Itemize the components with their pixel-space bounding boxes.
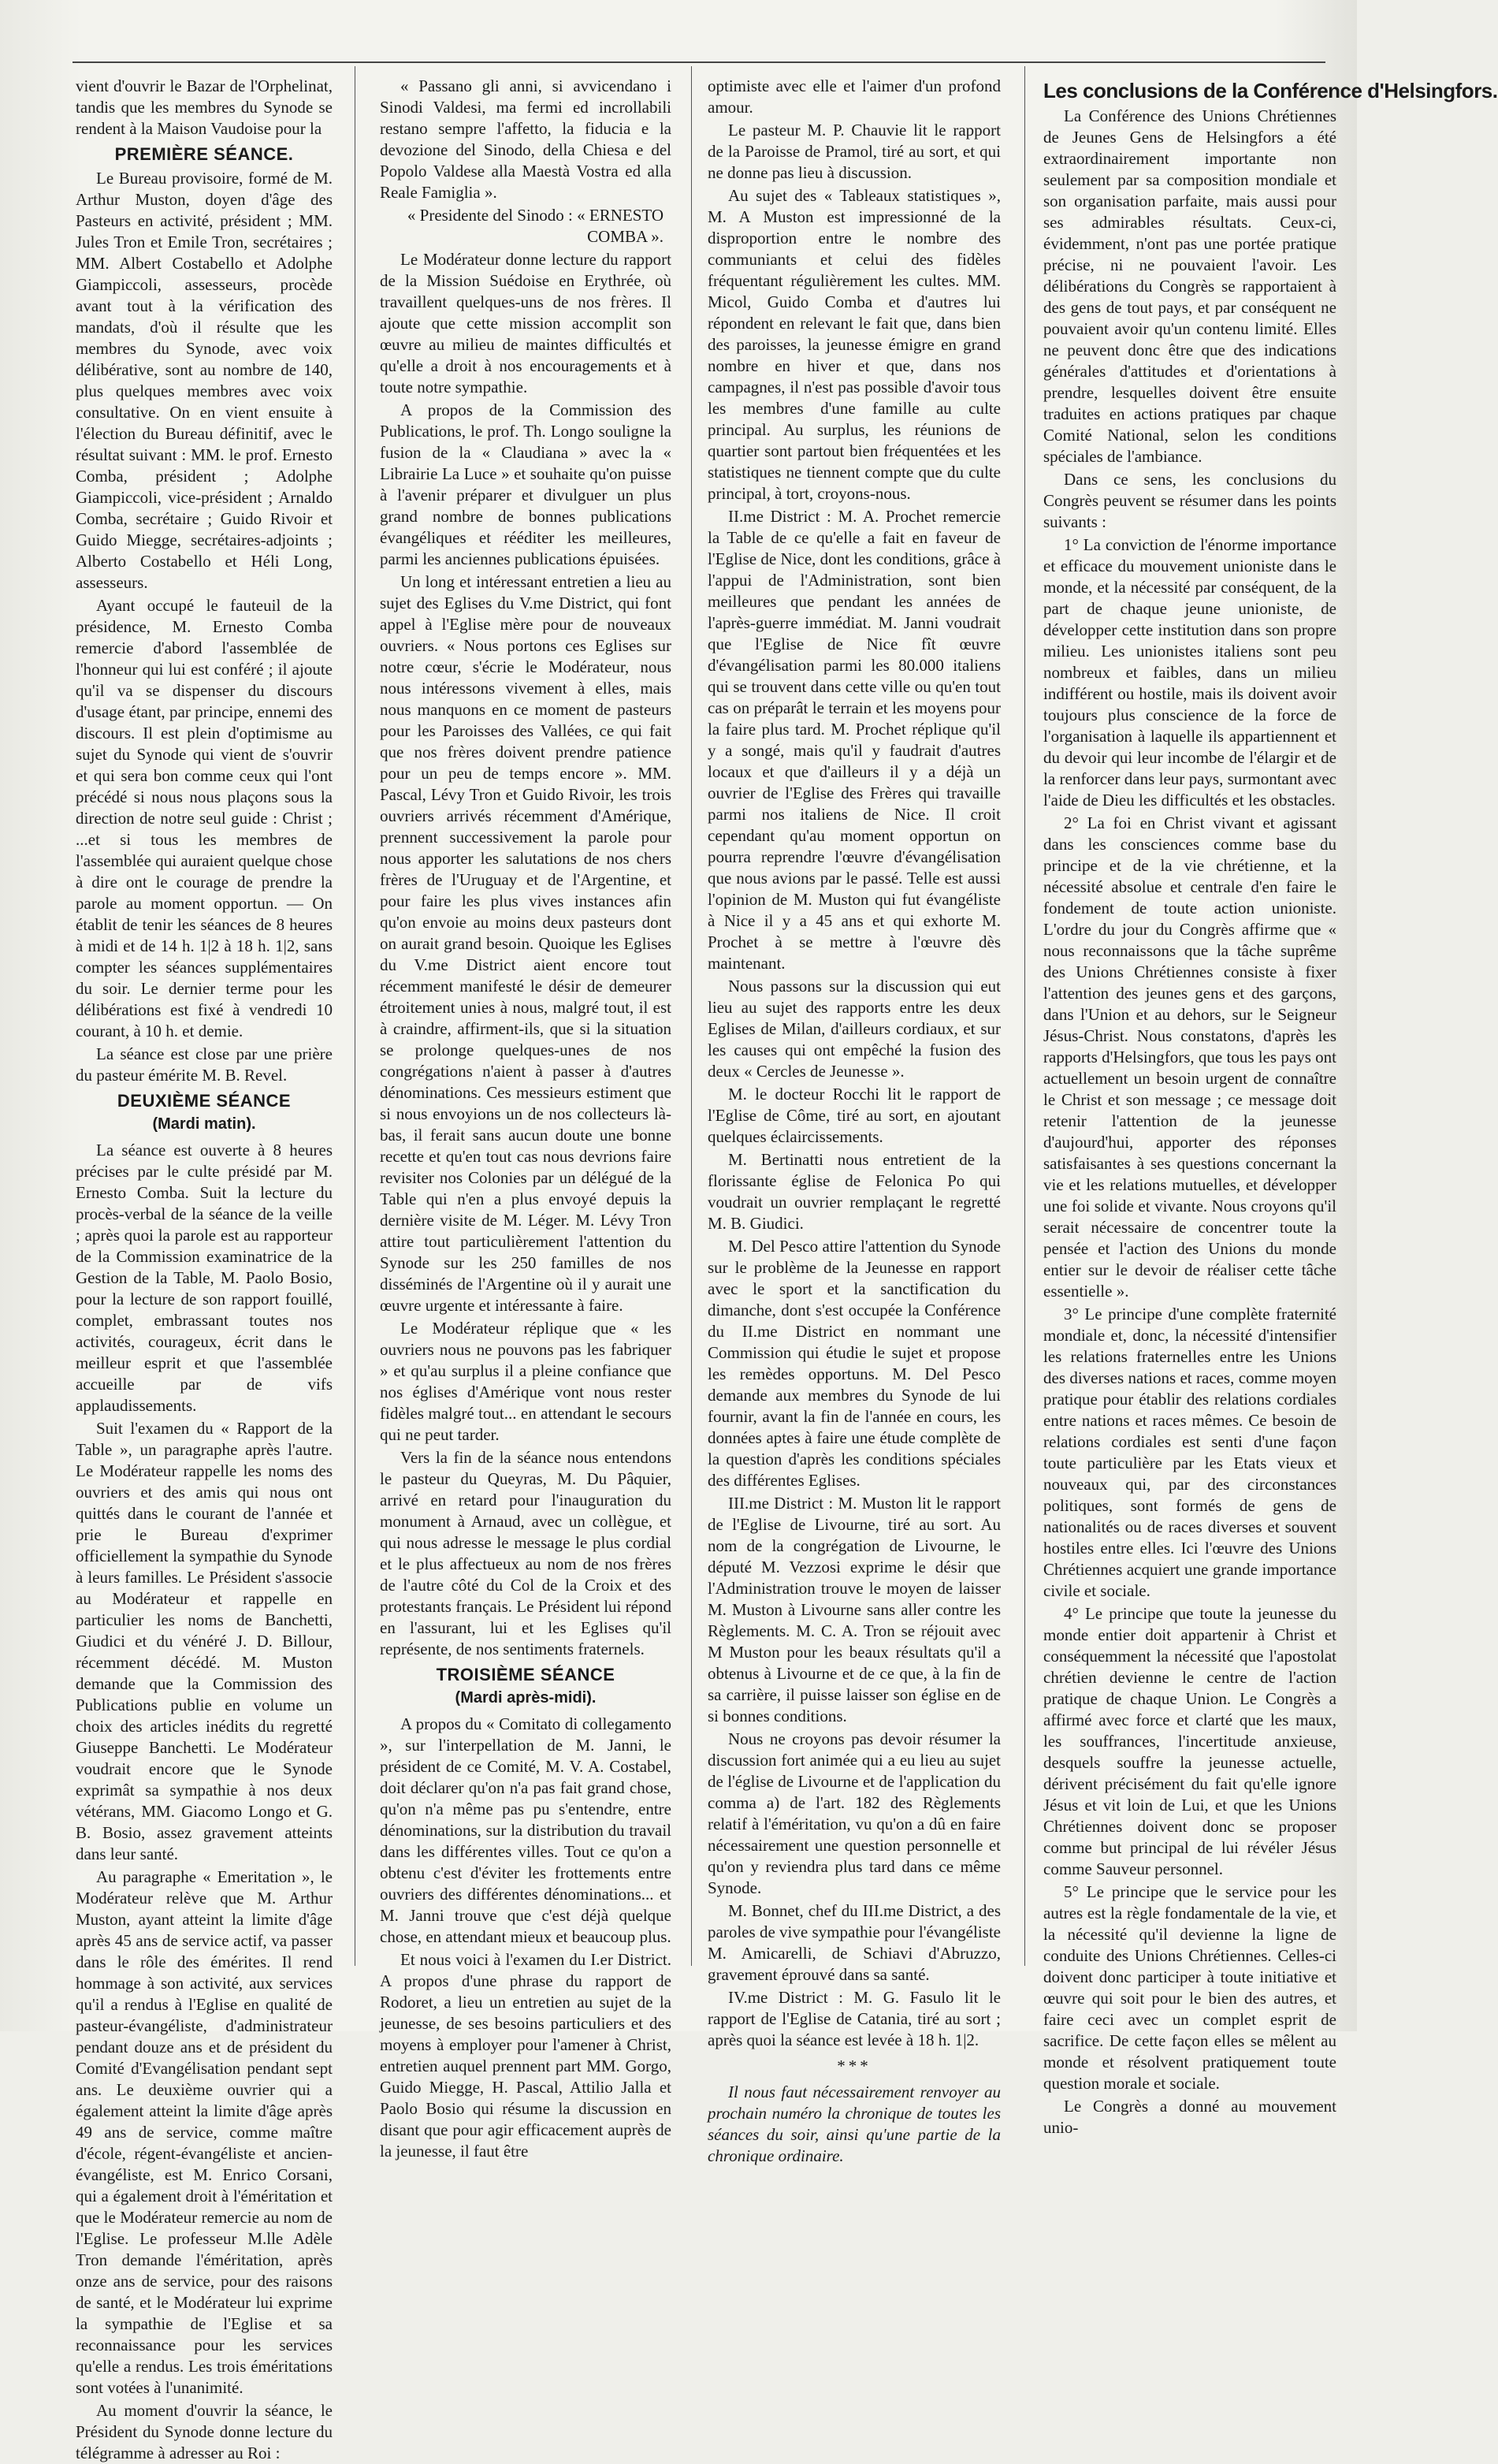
paragraph: Et nous voici à l'examen du I.er District. A propos d'une phrase du rapport de Rodoret, a lieu un entretien au sujet de la jeunesse, de ses besoins particuliers et des moyens à employer pour l'amener à Christ, entretien auquel prennent part MM. Gorgo, Guido Miegge, H. Pascal, Attilio Jalla et Paolo Bosio qui résume la discussion en disant que pour agir efficacement auprès de la jeunesse, il faut être: [380, 1950, 671, 2161]
paragraph: A propos de la Commission des Publications, le prof. Th. Longo souligne la fusion de la « Claudiana » avec la « Librairie La Luce » et souhaite qu'on puisse à l'avenir préparer et divulguer un plus grand nombre de bonnes publications évangéliques et rééditer les meilleures, parmi les anciennes publications épuisées.: [380, 400, 671, 568]
paragraph: Le Bureau provisoire, formé de M. Arthur Muston, doyen d'âge des Pasteurs en activité, président ; MM. Jules Tron et Emile Tron, secrétaires ; MM. Albert Costabello et Adolphe Giampiccoli, assesseurs, procède avant tout à la vérification des mandats, d'où il résulte que les membres du Synode, avec voix délibérative, sont au nombre de 140, plus quelques membres avec voix consultative. On en vient ensuite à l'élection du Bureau définitif, avec le résultat suivant : MM. le prof. Ernesto Comba, président ; Adolphe Giampiccoli, vice-président ; Arnaldo Comba, secrétaire ; Guido Rivoir et Guido Miegge, secrétaires-adjoints ; Alberto Costabello et Héli Long, assesseurs.: [76, 169, 333, 592]
paragraph: La séance est close par une prière du pasteur émérite M. B. Revel.: [76, 1044, 333, 1085]
paragraph: Le Modérateur donne lecture du rapport de la Mission Suédoise en Erythrée, où travaillent quelques-uns de nos frères. Il ajoute que cette mission accomplit son œuvre au milieu de maintes difficultés et qu'elle a droit à nos encouragements et à toute notre sympathie.: [380, 250, 671, 396]
paragraph: 1° La conviction de l'énorme importance et efficace du mouvement unioniste dans le monde, et la nécessité par conséquent, de la part de chaque jeune unioniste, de développer cette institution dans son propre milieu. Les unionistes italiens sont peu nombreux et faibles, dans un milieu indifférent ou hostile, mais ils doivent avoir toujours plus conscience de la force de l'organisation à laquelle ils appartiennent et du devoir qui leur incombe de l'élargir et de la renforcer dans leur pays, surmontant avec l'aide de Dieu les difficultés et les obstacles.: [1043, 535, 1336, 810]
paragraph: Un long et intéressant entretien a lieu au sujet des Eglises du V.me District, qui font appel à l'Eglise mère pour de nouveaux ouvriers. « Nous portons ces Eglises sur notre cœur, s'écrie le Modérateur, nous nous intéressons vivement à elles, mais nous manquons en ce moment de pasteurs pour les Paroisses des Vallées, ce qui fait que nos frères doivent prendre patience pour un peu de temps encore ». MM. Pascal, Lévy Tron et Guido Rivoir, les trois ouvriers arrivés récemment d'Amérique, prennent successivement la parole pour nous apporter les salutations de nos chers frères de l'Uruguay et de l'Argentine, et pour faire les plus vives instances afin qu'on envoie au moins deux pasteurs dont on aurait grand besoin. Quoique les Eglises du V.me District aient encore tout récemment manifesté le désir de demeurer étroitement unies à nous, malgré tout, il est à craindre, affirment-ils, que si la situation se prolonge quelques-unes de nos congrégations n'aient à passer à d'autres dénominations. Ces messieurs estiment que si nous envoyions un de nos collecteurs là-bas, il ferait sans aucun doute une bonne recette et qu'en tout cas nous devrions faire revisiter nos Colonies par un délégué de la Table qui n'en a plus envoyé depuis la dernière visite de M. Léger. M. Lévy Tron attire tout particulièrement l'attention du Synode sur les 250 familles de nos disséminés de l'Argentine où il y aurait une œuvre urgente et intéressante à faire.: [380, 572, 671, 1315]
section-subheading: (Mardi après-midi).: [455, 1689, 597, 1707]
paragraph: M. le docteur Rocchi lit le rapport de l'Eglise de Côme, tiré au sort, en ajoutant quelques éclaircissements.: [708, 1085, 1001, 1146]
paragraph: 5° Le principe que le service pour les autres est la règle fondamentale de la vie, et la nécessité qu'il devienne la ligne de conduite des Unions Chrétiennes. Celles-ci doivent donc participer à toute initiative et œuvre qui soit pour le bien des autres, et faire ceci avec un complet esprit de sacrifice. De cette façon elles se mêlent au monde et résolvent pratiquement toute question morale et sociale.: [1043, 1882, 1336, 2093]
paragraph: optimiste avec elle et l'aimer d'un profond amour.: [708, 76, 1001, 117]
paragraph: II.me District : M. A. Prochet remercie la Table de ce qu'elle a fait en faveur de l'Eglise de Nice, dont les conditions, grâce à l'appui de l'Administration, sont bien meilleures que pendant les années de l'après-guerre immédiat. M. Janni voudrait que l'Eglise de Nice fît œuvre d'évangélisation parmi les 80.000 italiens qui se trouvent dans cette ville ou qu'en tout cas on préparât le terrain et les moyens pour la faire plus tard. M. Prochet réplique qu'il y a songé, mais qu'il y faudrait d'autres locaux et que d'ailleurs il y a déjà un ouvrier de l'Eglise des Frères qui travaille parmi nos italiens de Nice. Il croit cependant qu'au moment opportun on pourra reprendre l'œuvre d'évangélisation que nous avions par le passé. Telle est aussi l'opinion de M. Muston qui fut évangéliste à Nice il y a 45 ans et qui exhorte M. Prochet à se mettre à l'œuvre dès maintenant.: [708, 507, 1001, 973]
paragraph: Nous passons sur la discussion qui eut lieu au sujet des rapports entre les deux Eglises de Milan, d'ailleurs cordiaux, et sur les causes qui ont empêché la fusion des deux « Cercles de Jeunesse ».: [708, 977, 1001, 1081]
section-heading: PREMIÈRE SÉANCE.: [114, 144, 294, 164]
paragraph: Le Congrès a donné au mouvement unio-: [1043, 2097, 1336, 2137]
paragraph: Suit l'examen du « Rapport de la Table », un paragraphe après l'autre. Le Modérateur rappelle les noms des ouvriers et des amis qui nous ont quittés dans le courant de l'année et prie le Bureau d'exprimer officiellement la sympathie du Synode à leurs familles. Le Président s'associe au Modérateur et rappelle en particulier les noms de Banchetti, Giudici et du vénéré J. D. Billour, récemment décédé. M. Muston demande que la Commission des Publications publie en volume un choix des articles inédits du regretté Giuseppe Banchetti. Le Modérateur voudrait encore que le Synode exprimât sa sympathie à nos deux vétérans, MM. Giacomo Longo et G. B. Bosio, assez gravement atteints dans leur santé.: [76, 1419, 333, 1863]
paragraph: IV.me District : M. G. Fasulo lit le rapport de l'Eglise de Catania, tiré au sort ; après quoi la séance est levée à 18 h. 1|2.: [708, 1988, 1001, 2049]
telegram-signature: « Presidente del Sinodo : « ERNESTO COMBA ».: [407, 206, 664, 246]
column-3-synode-report: [708, 76, 1001, 2165]
paragraph: Au paragraphe « Emeritation », le Modérateur relève que M. Arthur Muston, ayant atteint la limite d'âge après 45 ans de service actif, va passer dans le rôle des émérites. Il rend hommage à son activité, aux services qu'il a rendus à l'Eglise en qualité de pasteur-évangéliste, d'administrateur pendant douze ans et de président du Comité d'Evangélisation pendant sept ans. Le deuxième ouvrier qui a également atteint la limite d'âge après 49 ans de service, comme maître d'école, régent-évangéliste et ancien-évangéliste, est M. Enrico Corsani, qui a également droit à l'éméritation et que le Modérateur remercie au nom de l'Eglise. Le professeur M.lle Adèle Tron demande l'éméritation, après onze ans de service, pour des raisons de santé, et le Modérateur lui exprime la sympathie de l'Eglise et sa reconnaissance pour les services qu'elle a rendus. Les trois éméritations sont votées à l'unanimité.: [76, 1867, 333, 2397]
article-headline: Les conclusions de la Conférence d'Helsingfors.: [1043, 79, 1498, 102]
column-2-synode-report: [380, 76, 671, 2161]
paragraph: M. Bonnet, chef du III.me District, a des paroles de vive sympathie pour l'évangéliste M. Amicarelli, de Schiavi d'Abruzzo, gravement éprouvé dans sa santé.: [708, 1901, 1001, 1984]
paragraph: Au sujet des « Tableaux statistiques », M. A Muston est impressionné de la disproportion entre le nombre des communiants et celui des fidèles fréquentant régulièrement les cultes. MM. Micol, Guido Comba et d'autres lui répondent en relevant le fait que, dans bien des paroisses, la jeunesse émigre en grand nombre en hiver et que, dans nos campagnes, il n'est pas possible d'avoir tous les membres d'une famille au culte principal. Au surplus, les réunions de quartier sont partout bien fréquentées et les statistiques ne tiennent compte que du culte principal, à tort, croyons-nous.: [708, 186, 1001, 503]
column-4-helsingfors-article: [1043, 76, 1498, 2137]
paragraph: Le pasteur M. P. Chauvie lit le rapport de la Paroisse de Pramol, tiré au sort, et qui ne donne pas lieu à discussion.: [708, 121, 1001, 182]
paragraph: III.me District : M. Muston lit le rapport de l'Eglise de Livourne, tiré au sort. Au nom de la congrégation de Livourne, le député M. Vezzosi exprime le désir que l'Administration trouve le moyen de laisser M. Muston à Livourne sans aller contre les Règlements. M. C. A. Tron se réjouit avec M Muston pour les beaux résultats qu'il a obtenus à Livourne et de ce que, à la fin de sa carrière, il puisse laisser son église en de si bonnes conditions.: [708, 1494, 1001, 1725]
paragraph: M. Bertinatti nous entretient de la florissante église de Felonica Po qui voudrait un ouvrier remplaçant le regretté M. B. Giudici.: [708, 1150, 1001, 1233]
paragraph: Vers la fin de la séance nous entendons le pasteur du Queyras, M. Du Pâquier, arrivé en retard pour l'inauguration du monument à Arnaud, avec un collègue, et qui nous adresse le message le plus cordial et le plus affectueux au nom de nos frères de l'autre côté du Col de la Croix et des protestants français. Le Président lui répond en l'assurant, lui et les Eglises qu'il représente, de nos sentiments fraternels.: [380, 1448, 671, 1658]
paragraph: « Passano gli anni, si avvicendano i Sinodi Valdesi, ma fermi ed incrollabili restano sempre l'affetto, la fiducia e la devozione del Sinodo, della Chiesa e del Popolo Valdese alla Maestà Vostra ed alla Reale Famiglia ».: [380, 76, 671, 202]
paragraph: Le Modérateur réplique que « les ouvriers nous ne pouvons pas les fabriquer » et qu'au surplus il a pleine confiance que nos églises d'Amérique vont nous rester fidèles malgré tout... en attendant le secours qui ne peut tarder.: [380, 1319, 671, 1444]
paragraph: Ayant occupé le fauteuil de la présidence, M. Ernesto Comba remercie d'abord l'assemblée de l'honneur qui lui est conféré ; il ajoute qu'il va se dispenser du discours d'usage étant, par principe, ennemi des discours. Il est plein d'optimisme au sujet du Synode qui vient de s'ouvrir et qui sera bon comme ceux qui l'ont précédé si nous nous plaçons sous la direction de notre seul guide : Christ ; ...et si tous les membres de l'assemblée qui auraient quelque chose à dire ont le courage de prendre la parole au moment opportun. — On établit de tenir les séances de 8 heures à midi et de 14 h. 1|2 à 18 h. 1|2, sans compter les séances supplémentaires du soir. Le dernier terme pour les délibérations est fixé à vendredi 10 courant, à 10 h. et demie.: [76, 596, 333, 1040]
separator-stars: ***: [837, 2056, 872, 2075]
column-divider: [691, 66, 692, 1966]
paragraph: M. Del Pesco attire l'attention du Synode sur le problème de la Jeunesse en rapport avec le sport et la sanctification du dimanche, dont s'est occupée la Conférence du II.me District en nommant une Commission qui étudie le sujet et propose les remèdes opportuns. M. Del Pesco demande aux membres du Synode de lui fournir, avant la fin de l'année en cours, les données aptes à faire une étude complète de la question d'après les conditions spéciales des différentes Eglises.: [708, 1237, 1001, 1490]
paragraph: Nous ne croyons pas devoir résumer la discussion fort animée qui a eu lieu au sujet de l'église de Livourne et de l'application du comma a) de l'art. 182 des Règlements relatif à l'éméritation, vu qu'on a dû en faire nécessairement une question personnelle et qu'on y reviendra plus tard dans ce même Synode.: [708, 1729, 1001, 1897]
column-divider: [1024, 66, 1025, 1966]
paragraph: A propos du « Comitato di collegamento », sur l'interpellation de M. Janni, le président de ce Comité, M. V. A. Costabel, doit déclarer qu'on n'a pas fait grand chose, qu'on n'a même pas pu s'entendre, entre dénominations, sur la distribution du travail dans les différentes villes. Tout ce qu'on a obtenu c'est d'éviter les frottements entre ouvriers des différentes dénominations... et M. Janni trouve que c'est déjà quelque chose, en attendant mieux et beaucoup plus.: [380, 1714, 671, 1946]
section-subheading: (Mardi matin).: [152, 1115, 256, 1133]
paragraph: Dans ce sens, les conclusions du Congrès peuvent se résumer dans les points suivants :: [1043, 470, 1336, 531]
section-heading: TROISIÈME SÉANCE: [436, 1665, 615, 1684]
section-heading: DEUXIÈME SÉANCE: [117, 1091, 292, 1111]
editorial-note: Il nous faut nécessairement renvoyer au prochain numéro la chronique de toutes les séances du soir, ainsi qu'une partie de la chronique ordinaire.: [708, 2082, 1001, 2165]
paragraph: 3° Le principe d'une complète fraternité mondiale et, donc, la nécessité d'intensifier les relations fraternelles entre les Unions des diverses nations et races, comme moyen pratique pour établir des relations cordiales entre nations et races mêmes. Ce besoin de relations cordiales est senti d'une façon toute particulière par les Etats vieux et nouveaux qui, par des circonstances politiques, sont formés de gens de nationalités ou de races diverses et souvent hostiles entre elles. Ici l'œuvre des Unions Chrétiennes acquiert une grande importance civile et sociale.: [1043, 1305, 1336, 1600]
paragraph: La Conférence des Unions Chrétiennes de Jeunes Gens de Helsingfors a été extraordinairement importante non seulement par sa composition mondiale et son organisation parfaite, mais aussi pour ses admirables résultats. Ceux-ci, évidemment, n'ont pas une portée pratique précise, ni ne pouvaient l'avoir. Les délibérations du Congrès se rapportaient à des gens de tout pays, et par conséquent ne pouvaient avoir qu'un contenu limité. Elles ne peuvent donc être que des indications générales d'attitudes et d'orientations à prendre, lesquelles doivent être ensuite traduites en actions pratiques par chaque Comité National, selon les conditions spéciales de l'ambiance.: [1043, 106, 1336, 466]
paragraph: vient d'ouvrir le Bazar de l'Orphelinat, tandis que les membres du Synode se rendent à la Maison Vaudoise pour la: [76, 76, 333, 138]
top-rule: [72, 61, 1325, 63]
paragraph: 4° Le principe que toute la jeunesse du monde entier doit appartenir à Christ et conséquemment la nécessité que l'apostolat chrétien devienne le centre de l'action pratique de chaque Union. Le Congrès a affirmé avec force et clarté que les maux, les souffrances, l'incertitude anxieuse, desquels souffre la jeunesse actuelle, dérivent précisément du fait qu'elle ignore Jésus et vit loin de Lui, et que les Unions Chrétiennes doivent donc se proposer comme but principal de lui révéler Jésus comme Sauveur personnel.: [1043, 1604, 1336, 1878]
paragraph: 2° La foi en Christ vivant et agissant dans les consciences comme base du principe et de la vie chrétienne, et la nécessité absolue et centrale d'en faire le fondement de toute action unioniste. L'ordre du jour du Congrès affirme que « nous reconnaissons que la tâche suprême des Unions Chrétiennes consiste à fixer l'attention des jeunes gens et des garçons, dans l'Union et au dehors, sur le Seigneur Jésus-Christ. Nous constatons, d'après les rapports d'Helsingfors, que tous les pays ont actuellement un besoin urgent de connaître le Christ et son message ; ce message doit retenir l'attention de la jeunesse d'aujourd'hui, apporter des réponses satisfaisantes à ses questions concernant la vie et les relations mutuelles, et développer une foi solide et vivante. Nous croyons qu'il serait nécessaire de concentrer toute la pensée et l'action des Unions du monde entier sur le devoir de réaliser cette tâche essentielle ».: [1043, 813, 1336, 1301]
column-1-synode-report: [76, 76, 333, 2462]
paragraph: Au moment d'ouvrir la séance, le Président du Synode donne lecture du télégramme à adresser au Roi :: [76, 2401, 333, 2462]
paragraph: La séance est ouverte à 8 heures précises par le culte présidé par M. Ernesto Comba. Suit la lecture du procès-verbal de la séance de la veille ; après quoi la parole est au rapporteur de la Commission examinatrice de la Gestion de la Table, M. Paolo Bosio, pour la lecture de son rapport fouillé, complet, embrassant toutes nos activités, courageux, écrit dans le meilleur esprit et que l'assemblée accueille par de vifs applaudissements.: [76, 1141, 333, 1415]
